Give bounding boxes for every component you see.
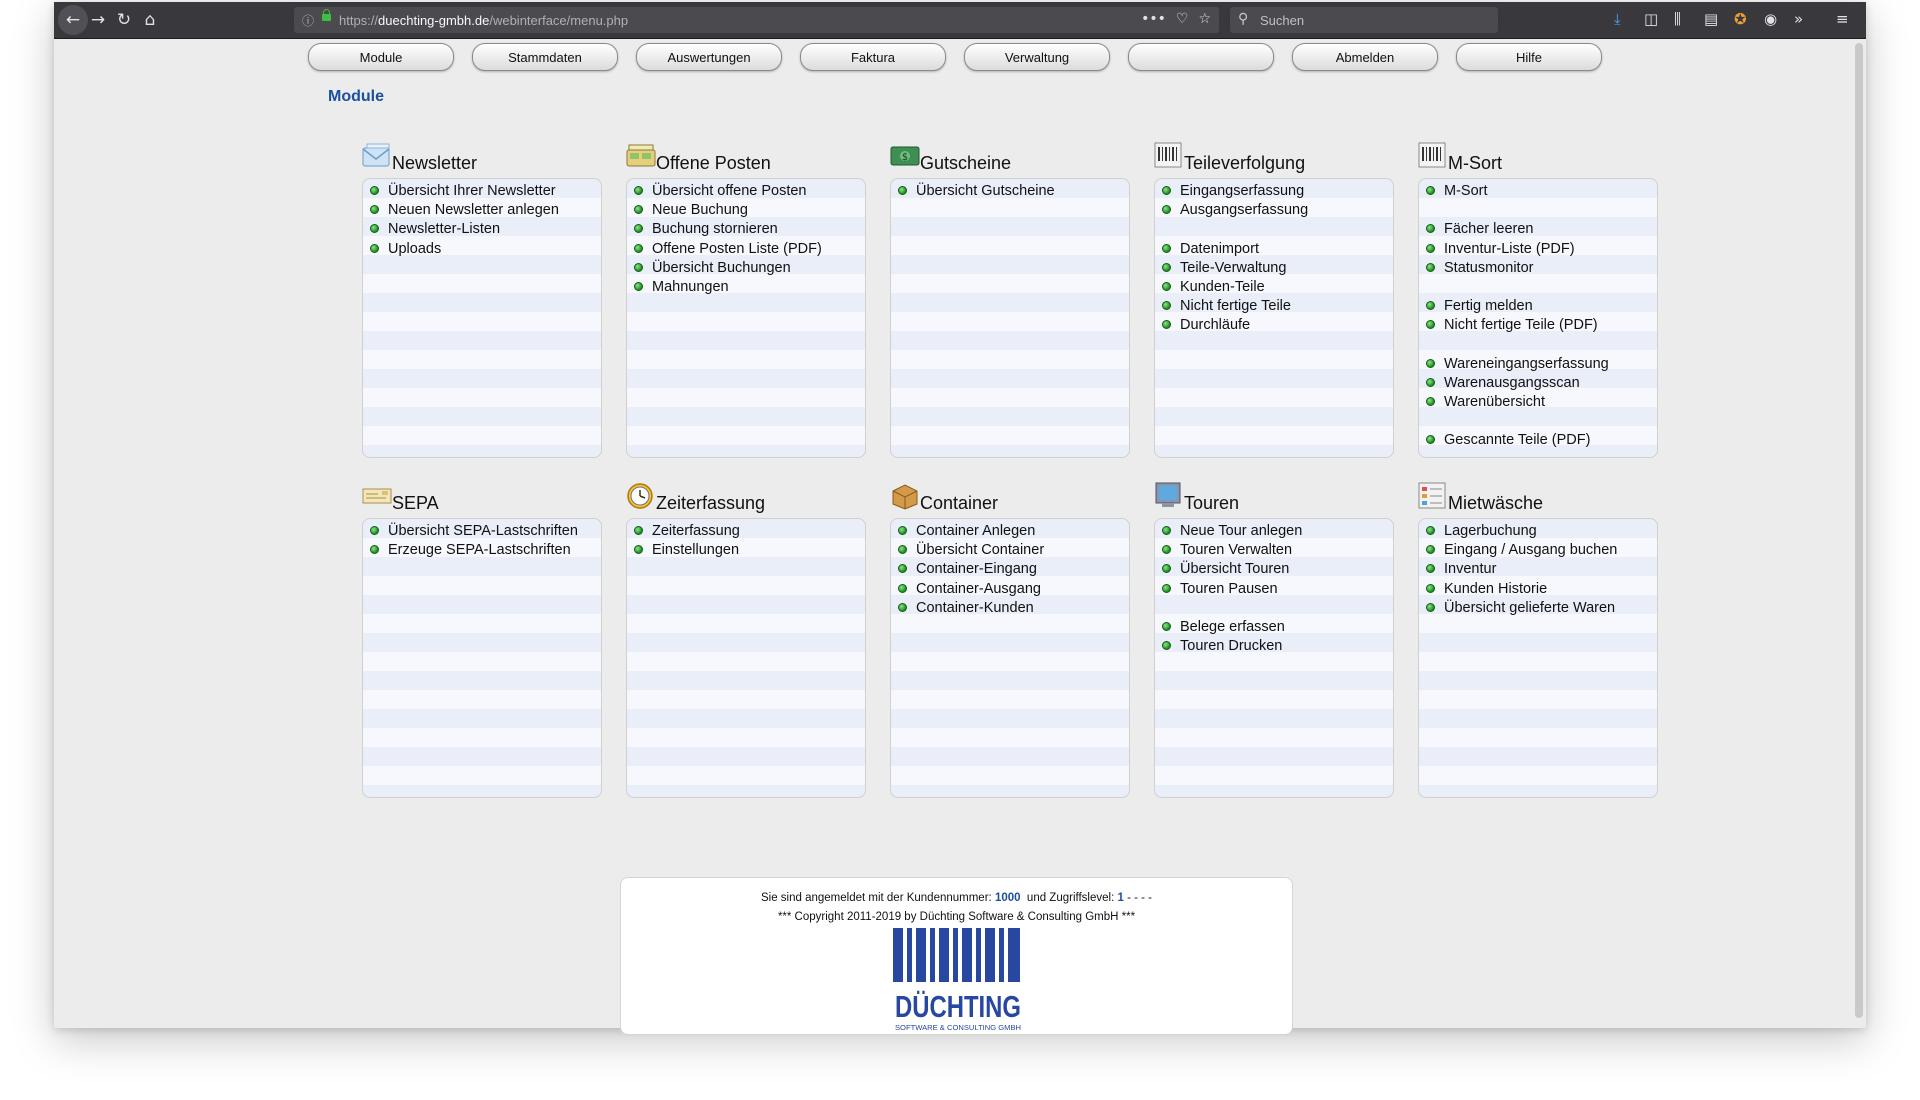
module-header — [1154, 142, 1394, 178]
green-bullet-icon — [634, 186, 643, 195]
module-header — [362, 482, 602, 518]
green-bullet-icon — [1162, 545, 1171, 554]
menu-link-kunden-teile[interactable] — [1160, 278, 1389, 297]
scrollbar[interactable] — [1855, 43, 1863, 1018]
green-bullet-icon — [370, 224, 379, 233]
pocket-icon[interactable]: ♡ — [1175, 11, 1189, 27]
back-arrow-icon[interactable]: ← — [58, 5, 88, 35]
module-title: Teileverfolgung — [1184, 153, 1306, 173]
menu-link-nicht-fertige-teile[interactable] — [1160, 297, 1389, 316]
menu-link-label: Lagerbuchung — [1444, 523, 1537, 539]
module-title: Zeiterfassung — [656, 493, 766, 513]
menu-link-neue-tour-anlegen[interactable] — [1160, 522, 1389, 541]
menu-link-label: Übersicht SEPA-Lastschriften — [388, 523, 578, 539]
list-spacer — [1160, 220, 1389, 239]
menu-link-touren-drucken[interactable] — [1160, 637, 1389, 656]
list-spacer — [1424, 201, 1653, 220]
menu-link-uebersicht-buchungen[interactable] — [632, 259, 861, 278]
browser-window — [54, 2, 1866, 1032]
level-suffix: - - - - — [1127, 892, 1153, 904]
login-info — [621, 892, 1292, 904]
menu-link-label: Übersicht Container — [916, 542, 1045, 559]
menu-link-label: Neue Tour anlegen — [1180, 523, 1303, 539]
menu-link-label: Erzeuge SEPA-Lastschriften — [388, 542, 571, 559]
hamburger-menu-icon[interactable]: ≡ — [1836, 10, 1849, 28]
green-bullet-icon — [1162, 205, 1171, 214]
green-bullet-icon — [1162, 301, 1171, 310]
menu-link-warenuebersicht[interactable] — [1424, 393, 1653, 412]
menu-link-label: Buchung stornieren — [652, 221, 778, 238]
barcode-icon — [1418, 142, 1448, 170]
bookmark-star-icon[interactable]: ☆ — [1198, 11, 1211, 27]
duechting-logo — [891, 926, 1025, 1034]
module-header — [890, 482, 1130, 518]
menu-link-uebersicht-ihrer-newsletter[interactable] — [368, 182, 597, 201]
access-level: 1 — [1117, 892, 1124, 904]
menu-link-neuen-newsletter-anlegen[interactable] — [368, 201, 597, 220]
list-spacer — [1424, 336, 1653, 355]
green-bullet-icon — [370, 526, 379, 535]
green-bullet-icon — [634, 205, 643, 214]
clock-icon — [626, 482, 656, 510]
menu-link-label: Einstellungen — [652, 542, 740, 559]
module-newsletter — [362, 142, 602, 257]
module-teileverfolgung — [1154, 142, 1394, 334]
browser-toolbar — [54, 2, 1866, 39]
green-bullet-icon — [634, 224, 643, 233]
menu-link-newsletter-listen[interactable] — [368, 220, 597, 239]
menu-link-label: Inventur — [1444, 561, 1497, 578]
menu-link-nicht-fertige-teile-pdf[interactable] — [1424, 316, 1653, 335]
module-panel — [1154, 178, 1394, 458]
login-prefix: Sie sind angemeldet mit der Kundennummer: — [760, 892, 992, 904]
menu-link-label: Übersicht Ihrer Newsletter — [388, 183, 556, 199]
module-m-sort — [1418, 142, 1658, 449]
menu-link-durchlaeufe[interactable] — [1160, 316, 1389, 335]
green-bullet-icon — [1162, 186, 1171, 195]
library-icon[interactable]: ⫼ — [1674, 10, 1681, 28]
list-spacer — [1424, 278, 1653, 297]
module-header — [890, 142, 1130, 178]
menu-button-stammdaten[interactable]: Stammdaten — [472, 43, 618, 71]
module-header — [626, 482, 866, 518]
menu-link-label: Teile-Verwaltung — [1180, 259, 1287, 276]
list-spacer — [1160, 599, 1389, 618]
url-bar[interactable] — [294, 7, 1219, 33]
green-bullet-icon — [1426, 435, 1435, 444]
green-bullet-icon — [634, 545, 643, 554]
module-title: SEPA — [392, 493, 439, 513]
overflow-icon[interactable]: » — [1794, 10, 1804, 28]
cheque-icon — [362, 482, 392, 510]
menu-link-belege-erfassen[interactable] — [1160, 618, 1389, 637]
module-mietwaesche — [1418, 482, 1658, 616]
menu-link-uebersicht-gelieferte-waren[interactable] — [1424, 599, 1653, 618]
menu-link-label: Zeiterfassung — [652, 523, 740, 539]
green-bullet-icon — [898, 545, 907, 554]
menu-link-inventur-liste-pdf[interactable] — [1424, 240, 1653, 259]
menu-link-faecher-leeren[interactable] — [1424, 220, 1653, 239]
menu-button-module[interactable]: Module — [308, 43, 454, 71]
module-panel — [1154, 518, 1394, 798]
menu-link-uebersicht-sepa-lastschriften[interactable] — [368, 522, 597, 541]
module-offene-posten — [626, 142, 866, 295]
menu-link-uebersicht-touren[interactable] — [1160, 560, 1389, 579]
green-bullet-icon — [898, 603, 907, 612]
module-title: Container — [920, 493, 999, 513]
module-title: Newsletter — [392, 153, 478, 173]
module-header — [362, 142, 602, 178]
monitor-icon — [1154, 482, 1184, 510]
menu-link-einstellungen[interactable] — [632, 541, 861, 560]
menu-link-touren-verwalten[interactable] — [1160, 541, 1389, 560]
green-bullet-icon — [1162, 584, 1171, 593]
url-scheme: https:// — [339, 13, 379, 28]
menu-link-label: Fertig melden — [1444, 298, 1533, 315]
module-title: Mietwäsche — [1448, 493, 1544, 513]
menu-link-ausgangserfassung[interactable] — [1160, 201, 1389, 220]
menu-link-uebersicht-offene-posten[interactable] — [632, 182, 861, 201]
account-icon[interactable]: ◉ — [1764, 10, 1778, 28]
search-input[interactable] — [1230, 7, 1498, 33]
green-bullet-icon — [898, 564, 907, 573]
reader-icon[interactable]: ▤ — [1704, 10, 1719, 28]
menu-link-label: Ausgangserfassung — [1180, 202, 1309, 219]
download-icon[interactable]: ⤓ — [1614, 10, 1621, 28]
menu-link-offene-posten-liste-pdf[interactable] — [632, 240, 861, 259]
module-gutscheine — [890, 142, 1130, 199]
list-spacer — [1424, 412, 1653, 431]
cash-register-icon — [626, 142, 656, 170]
menu-link-label: Touren Drucken — [1180, 638, 1283, 655]
menu-button-auswertungen[interactable]: Auswertungen — [636, 43, 782, 71]
menu-link-label: M-Sort — [1444, 183, 1488, 199]
menu-link-label: Eingangserfassung — [1180, 183, 1305, 199]
menu-link-label: Touren Pausen — [1180, 580, 1278, 597]
extension-icon[interactable]: ✪ — [1734, 10, 1747, 28]
green-bullet-icon — [1426, 301, 1435, 310]
menu-link-label: Container-Ausgang — [916, 580, 1041, 597]
menu-link-label: Uploads — [388, 240, 442, 257]
module-header — [1154, 482, 1394, 518]
green-bullet-icon — [1426, 359, 1435, 368]
menu-link-label: Belege erfassen — [1180, 618, 1285, 635]
menu-link-warenausgangsscan[interactable] — [1424, 374, 1653, 393]
main-menu — [308, 43, 1602, 73]
menu-link-label: Inventur-Liste (PDF) — [1444, 240, 1575, 257]
module-title: Gutscheine — [920, 153, 1012, 173]
green-bullet-icon — [634, 282, 643, 291]
forward-arrow-icon[interactable]: → — [90, 10, 106, 30]
search-icon: ⚲ — [1238, 11, 1249, 27]
green-bullet-icon — [634, 526, 643, 535]
menu-link-label: Durchläufe — [1180, 317, 1251, 334]
menu-link-statusmonitor[interactable] — [1424, 259, 1653, 278]
module-title: M-Sort — [1448, 153, 1502, 173]
search-placeholder: Suchen — [1260, 13, 1305, 28]
barcode-icon — [1154, 142, 1184, 170]
page-content — [54, 39, 1866, 1032]
url-path: /webinterface/menu.php — [489, 13, 629, 28]
menu-link-neue-buchung[interactable] — [632, 201, 861, 220]
menu-link-zeiterfassung[interactable] — [632, 522, 861, 541]
green-bullet-icon — [1426, 244, 1435, 253]
module-header — [1418, 482, 1658, 518]
menu-link-label: Gescannte Teile (PDF) — [1444, 432, 1591, 449]
menu-link-label: Eingang / Ausgang buchen — [1444, 542, 1618, 559]
module-panel — [362, 178, 602, 458]
menu-button-abmelden[interactable]: Abmelden — [1292, 43, 1438, 71]
green-bullet-icon — [898, 584, 907, 593]
menu-link-label: Statusmonitor — [1444, 259, 1534, 276]
menu-link-label: Mahnungen — [652, 278, 729, 295]
module-panel — [1418, 518, 1658, 798]
green-bullet-icon — [1426, 186, 1435, 195]
menu-link-label: Container-Kunden — [916, 599, 1034, 616]
menu-link-label: Nicht fertige Teile — [1180, 298, 1291, 315]
menu-link-inventur[interactable] — [1424, 560, 1653, 579]
green-bullet-icon — [370, 244, 379, 253]
menu-link-label: Container Anlegen — [916, 523, 1036, 539]
svg-text:$: $ — [901, 152, 909, 163]
url-domain: duechting-gmbh.de — [378, 13, 490, 28]
module-panel — [626, 518, 866, 798]
module-panel — [890, 518, 1130, 798]
menu-link-eingangserfassung[interactable] — [1160, 182, 1389, 201]
banknote-icon — [890, 142, 920, 170]
green-bullet-icon — [1426, 397, 1435, 406]
home-icon[interactable]: ⌂ — [144, 10, 156, 30]
level-prefix: und Zugriffslevel: — [1026, 892, 1115, 904]
green-bullet-icon — [1426, 603, 1435, 612]
page-title: Module — [328, 88, 384, 105]
menu-link-container-anlegen[interactable] — [896, 522, 1125, 541]
menu-link-datenimport[interactable] — [1160, 240, 1389, 259]
menu-link-label: Neuen Newsletter anlegen — [388, 202, 559, 219]
menu-link-label: Kunden-Teile — [1180, 278, 1265, 295]
module-panel — [890, 178, 1130, 458]
page-actions-icon[interactable]: ••• — [1141, 11, 1166, 27]
module-zeiterfassung — [626, 482, 866, 559]
module-title: Touren — [1184, 493, 1240, 513]
menu-link-kunden-historie[interactable] — [1424, 580, 1653, 599]
copyright: *** Copyright 2011-2019 by Düchting Software & Consulting GmbH *** — [777, 911, 1136, 923]
menu-button-verwaltung[interactable]: Verwaltung — [964, 43, 1110, 71]
green-bullet-icon — [634, 244, 643, 253]
module-header — [626, 142, 866, 178]
module-panel — [626, 178, 866, 458]
menu-button-empty[interactable] — [1128, 43, 1274, 71]
green-bullet-icon — [370, 545, 379, 554]
menu-link-label: Warenausgangsscan — [1444, 374, 1580, 391]
green-bullet-icon — [1426, 564, 1435, 573]
menu-link-label: Übersicht Touren — [1180, 561, 1290, 578]
menu-link-label: Nicht fertige Teile (PDF) — [1444, 317, 1598, 334]
menu-link-label: Neue Buchung — [652, 202, 748, 219]
menu-link-gescannte-teile-pdf[interactable] — [1424, 431, 1653, 450]
menu-link-label: Container-Eingang — [916, 561, 1037, 578]
reload-icon[interactable]: ↻ — [116, 10, 132, 30]
green-bullet-icon — [1426, 320, 1435, 329]
menu-link-label: Wareneingangserfassung — [1444, 355, 1609, 372]
lock-icon — [322, 14, 331, 21]
menu-link-fertig-melden[interactable] — [1424, 297, 1653, 316]
green-bullet-icon — [1162, 641, 1171, 650]
menu-link-teile-verwaltung[interactable] — [1160, 259, 1389, 278]
menu-link-label: Touren Verwalten — [1180, 542, 1293, 559]
green-bullet-icon — [634, 263, 643, 272]
menu-link-uebersicht-gutscheine[interactable] — [896, 182, 1125, 201]
menu-link-label: Warenübersicht — [1444, 394, 1546, 411]
green-bullet-icon — [1162, 320, 1171, 329]
green-bullet-icon — [1426, 263, 1435, 272]
menu-button-hilfe[interactable]: Hilfe — [1456, 43, 1602, 71]
green-bullet-icon — [1162, 244, 1171, 253]
footer — [620, 877, 1293, 1035]
green-bullet-icon — [1426, 584, 1435, 593]
module-touren — [1154, 482, 1394, 655]
url-text[interactable] — [339, 13, 628, 28]
menu-link-label: Übersicht gelieferte Waren — [1444, 599, 1616, 616]
module-container — [890, 482, 1130, 616]
green-bullet-icon — [370, 205, 379, 214]
menu-link-label: Kunden Historie — [1444, 580, 1548, 597]
menu-link-touren-pausen[interactable] — [1160, 580, 1389, 599]
menu-link-label: Fächer leeren — [1444, 221, 1534, 238]
menu-link-container-kunden[interactable] — [896, 599, 1125, 618]
green-bullet-icon — [1426, 545, 1435, 554]
menu-link-label: Offene Posten Liste (PDF) — [652, 240, 822, 257]
menu-link-uploads[interactable] — [368, 240, 597, 259]
green-bullet-icon — [898, 526, 907, 535]
menu-link-container-ausgang[interactable] — [896, 580, 1125, 599]
module-panel — [362, 518, 602, 798]
green-bullet-icon — [898, 186, 907, 195]
menu-button-faktura[interactable]: Faktura — [800, 43, 946, 71]
menu-link-label: Datenimport — [1180, 240, 1259, 257]
green-bullet-icon — [1162, 564, 1171, 573]
menu-link-lagerbuchung[interactable] — [1424, 522, 1653, 541]
envelope-icon — [362, 142, 392, 170]
green-bullet-icon — [1162, 526, 1171, 535]
sidebar-icon[interactable]: ◫ — [1644, 10, 1659, 28]
logo-text: DÜCHTING — [895, 989, 1021, 1024]
module-header — [1418, 142, 1658, 178]
menu-link-erzeuge-sepa-lastschriften[interactable] — [368, 541, 597, 560]
list-form-icon — [1418, 482, 1448, 510]
menu-link-label: Übersicht Gutscheine — [916, 183, 1055, 199]
green-bullet-icon — [370, 186, 379, 195]
module-title: Offene Posten — [656, 153, 771, 173]
green-bullet-icon — [1162, 263, 1171, 272]
green-bullet-icon — [1162, 622, 1171, 631]
menu-link-eingang-ausgang-buchen[interactable] — [1424, 541, 1653, 560]
module-sepa — [362, 482, 602, 559]
menu-link-wareneingangserfassung[interactable] — [1424, 355, 1653, 374]
menu-link-buchung-stornieren[interactable] — [632, 220, 861, 239]
menu-link-container-eingang[interactable] — [896, 560, 1125, 579]
green-bullet-icon — [1426, 224, 1435, 233]
menu-link-uebersicht-container[interactable] — [896, 541, 1125, 560]
menu-link-label: Newsletter-Listen — [388, 221, 501, 238]
green-bullet-icon — [1426, 526, 1435, 535]
customer-number: 1000 — [994, 892, 1021, 904]
module-panel — [1418, 178, 1658, 458]
menu-link-m-sort[interactable] — [1424, 182, 1653, 201]
logo-subtext: SOFTWARE & CONSULTING GMBH — [895, 1025, 1021, 1032]
green-bullet-icon — [1162, 282, 1171, 291]
box-icon — [890, 482, 920, 510]
menu-link-label: Übersicht offene Posten — [652, 183, 807, 199]
info-icon[interactable]: ⓘ — [302, 14, 315, 28]
green-bullet-icon — [1426, 378, 1435, 387]
menu-link-label: Übersicht Buchungen — [652, 259, 791, 276]
menu-link-mahnungen[interactable] — [632, 278, 861, 297]
